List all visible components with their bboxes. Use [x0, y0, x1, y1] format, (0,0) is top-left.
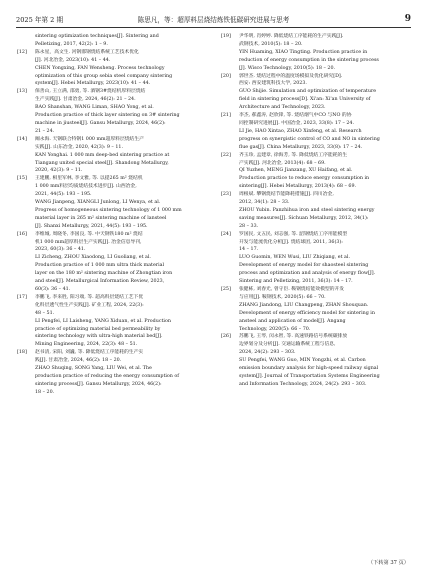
- reference-line: 28 – 33.: [239, 223, 259, 229]
- reference-text: [17, 136, 207, 176]
- reference-line: field in sintering process[D]. Xi'an: Xi'an University of: [239, 97, 371, 103]
- reference-entry: [221, 191, 411, 231]
- reference-line: 21 – 24.: [35, 128, 55, 134]
- reference-line: sintering process[J]. Gansu Metallurgy, 2024, 46(2):: [35, 381, 162, 387]
- reference-text: [17, 88, 207, 135]
- reference-line: Development of energy model for shaosteel sintering: [239, 263, 369, 269]
- reference-line: Technology, 2020(5): 66 – 70.: [239, 326, 311, 332]
- reference-line: 2012, 34(1): 28 – 33.: [239, 200, 290, 206]
- reference-line: 1 000 mm料层均质烧结技术进步[J]. 山西冶金,: [35, 184, 137, 190]
- reference-entry: [17, 49, 207, 89]
- reference-line: saving measures[J]. Sichuan Metallurgy, 2012, 34(1):: [239, 215, 369, 221]
- reference-line: 同控制研究进展[J]. 中国冶金, 2023, 33(8): 17 – 24.: [239, 120, 355, 126]
- reference-text: [221, 33, 411, 73]
- reference-line: 机1 000 mm超厚料层生产实践[J]. 冶金信息导刊,: [35, 239, 142, 245]
- reference-entry: [221, 231, 411, 286]
- reference-entry: [221, 73, 411, 113]
- reference-entry: [17, 136, 207, 176]
- reference-line: 2024, 24(2): 293 – 303.: [239, 350, 296, 356]
- reference-line: Production practice of thick layer sintering on 3# sintering: [35, 113, 180, 119]
- left-reference-column: [17, 33, 207, 397]
- reference-number: [22]: [221, 152, 231, 158]
- reference-line: 化料层透气性生产实践[J]. 矿业工程, 2024, 22(3):: [35, 302, 144, 308]
- reference-entry: [17, 88, 207, 135]
- reference-line: sintering[J]. Hebei Metallurgy, 2013(4): 68 – 69.: [239, 184, 357, 190]
- reference-text: [17, 175, 207, 230]
- reference-number: [13]: [17, 89, 27, 95]
- right-reference-column: [221, 33, 411, 389]
- reference-text: [17, 231, 207, 294]
- reference-line: Progress of homogeneous sintering technology of 1 000 mm: [35, 207, 182, 213]
- reference-line: emission boundary analysis for high-speed railway signal: [239, 366, 379, 372]
- reference-line: 武钢技术, 2010(5): 18 – 20.: [239, 41, 303, 47]
- reference-line: Production practice of 1 000 mm ultra thick material: [35, 263, 165, 269]
- reference-number: [24]: [221, 231, 231, 237]
- reference-entry: [17, 231, 207, 294]
- reference-entry: [221, 152, 411, 192]
- header-rule: [16, 27, 411, 28]
- reference-number: [17]: [17, 294, 27, 300]
- reference-line: production practice of reducing the energy consumption of: [35, 373, 180, 379]
- reference-line: YIN Huaming, XIAO Tingting. Production practice in: [239, 49, 368, 55]
- reference-line: 郭世杰. 烧结过程中的温度场模拟及优化研究[D].: [239, 73, 343, 79]
- reference-line: KAN Yonghai. 1 000 mm deep-bed sintering practice at: [35, 152, 170, 158]
- reference-line: 2021, 44(5): 193 – 195.: [35, 192, 92, 198]
- reference-number: [21]: [221, 113, 231, 119]
- reference-line: sintering technology with ultra-high material bed[J].: [35, 334, 163, 340]
- reference-line: 2020, 42(3): 9 – 11.: [35, 168, 83, 174]
- reference-line: 李维城, 周晓冬, 李国良, 等. 中天钢铁180 m² 烧结: [35, 231, 143, 237]
- reference-entry: [221, 33, 411, 73]
- reference-line: 苏鹏飞, 王琴, 闵永智, 等. 高速铁路信号系统碳排放: [239, 334, 348, 340]
- reference-line: 边界划分及分析[J]. 交通运输系统工程与信息,: [239, 342, 336, 348]
- reference-line: Pelletizing, 2017, 42(2): 1 – 9.: [35, 41, 108, 47]
- reference-number: [19]: [221, 34, 231, 39]
- reference-line: ZHANG Jiandong, LIU Changpeng, ZHAN Shouquan.: [239, 302, 369, 308]
- reference-line: GUO Shijie. Simulation and optimization of temperature: [239, 89, 377, 95]
- reference-line: SU Pengfei, WANG Guo, MIN Yongzhi, et al. Carbon: [239, 358, 366, 364]
- reference-line: BAO Shanshan, WANG Liman, SHAO Yong, et al.: [35, 105, 154, 111]
- reference-line: Architecture and Technology, 2023.: [239, 105, 326, 111]
- reference-line: Mining Engineering, 2024, 22(3): 48 – 51.: [35, 342, 138, 348]
- reference-line: process and optimization and analysis of energy flow[J].: [239, 271, 376, 277]
- reference-line: 尹华明, 肖婷婷. 降低烧结工序能耗的生产实践[J].: [239, 34, 344, 39]
- reference-text: [221, 286, 411, 333]
- reference-entry: [17, 349, 207, 396]
- reference-number: [15]: [17, 176, 27, 182]
- reference-number: [26]: [221, 334, 231, 340]
- reference-text: [17, 349, 207, 396]
- continuation-note: （下转第 37 页）: [367, 560, 409, 566]
- reference-number: [20]: [221, 73, 231, 79]
- reference-line: ansteel and application of model[J]. Angang: [239, 318, 346, 324]
- reference-line: material layer in 265 m² sintering machine of lansteel: [35, 215, 167, 221]
- reference-line: QI Yuzhen, MENG Jianzang, XU Haifang, et al.: [239, 168, 353, 174]
- reference-number: [25]: [221, 287, 231, 292]
- reference-line: practice of optimizing material bed permeability by: [35, 326, 161, 332]
- reference-line: flue gas[J]. China Metallurgy, 2023, 33(8): 17 – 24.: [239, 144, 363, 150]
- reference-line: ZHAO Shuqing, SONG Yang, LIU Wei, et al. The: [35, 366, 152, 372]
- reference-line: 与应用[J]. 鞍钢技术, 2020(5): 66 – 70.: [239, 294, 326, 300]
- reference-line: 48 – 51.: [35, 310, 55, 316]
- reference-number: [18]: [17, 350, 27, 356]
- page-number: 9: [404, 14, 411, 24]
- reference-line: LI Jie, HAO Xintao, ZHAO Xinfeng, et al. Research: [239, 128, 362, 134]
- reference-text: [221, 152, 411, 192]
- reference-line: 18 – 20.: [35, 389, 55, 395]
- reference-text: [221, 73, 411, 113]
- issue-label: 2025 年第 2 期: [16, 16, 64, 24]
- reference-entry: [17, 294, 207, 349]
- reference-line: 产实践[J]. 河北冶金, 2013(4): 68 – 69.: [239, 160, 326, 166]
- reference-text: [221, 333, 411, 388]
- reference-line: layer on the 180 m² sintering machine of Zhongtian iron: [35, 271, 173, 277]
- reference-text: [221, 191, 411, 231]
- reference-entry: [221, 286, 411, 333]
- reference-line: WANG Jianpeng, XIANGLI Junlong, LI Wenya, et al.: [35, 200, 161, 206]
- reference-text: [17, 49, 207, 89]
- reference-line: Production practice to reduce energy consumption in: [239, 176, 370, 182]
- reference-line: progress on synergistic control of CO and NO in sintering: [239, 136, 380, 142]
- reference-line: machine in jiusteel[J]. Gansu Metallurgy, 2024, 46(2):: [35, 120, 166, 126]
- reference-line: system[J]. Journal of Transportation Systems Engineering: [239, 373, 380, 379]
- reference-line: 践[J]. 甘肃冶金, 2024, 46(2): 18 – 20.: [35, 358, 122, 364]
- reference-entry: [221, 112, 411, 152]
- reference-line: 保善山, 王立满, 邵勇, 等. 酒钢3#烧结机厚料层烧结: [35, 89, 146, 95]
- reference-entry: [17, 33, 207, 49]
- reference-line: 西安: 西安建筑科技大学, 2023.: [239, 81, 307, 87]
- reference-number: [16]: [17, 231, 27, 237]
- reference-line: ZHOU Yubin. Panzhihua iron and steel sintering energy: [239, 207, 375, 213]
- reference-line: 实践[J]. 山东冶金, 2020, 42(3): 9 – 11.: [35, 144, 123, 150]
- reference-line: 60(3): 36 – 41.: [35, 287, 71, 292]
- running-title: 陈思凡，等：超厚料层烧结炼铁低碳研究进展与思考: [137, 16, 290, 24]
- reference-line: reduction of energy consumption in the sintering process: [239, 57, 379, 63]
- reference-line: and Information Technology, 2024, 24(2): 293 – 303.: [239, 381, 367, 387]
- reference-line: 张健栋, 刘春光, 曾守臣. 鞍钢烧结能效模型的开发: [239, 287, 345, 292]
- reference-line: LUO Guomin, WEN Wusi, LIU Zhiqiang, et al.: [239, 255, 350, 261]
- reference-line: and steel[J]. Metallurgical Information Review, 2023,: [35, 279, 165, 285]
- reference-line: 周根斌. 攀钢烧结节能降耗措施[J]. 四川冶金,: [239, 192, 334, 198]
- reference-line: 李杰, 郝鑫涛, 赵欣锋, 等. 烧结烟气中CO 与NO 的协: [239, 113, 352, 119]
- reference-number: [14]: [17, 136, 27, 142]
- running-header: [16, 14, 411, 26]
- reference-line: 生产实践[J]. 甘肃冶金, 2024, 46(2): 21 – 24.: [35, 97, 136, 103]
- reference-line: system[J]. Hebei Metallurgy, 2023(10): 41 – 44.: [35, 81, 151, 87]
- reference-line: Tiangang united special steel[J]. Shandong Metallurgy,: [35, 160, 169, 166]
- reference-line: 14 – 17.: [239, 247, 259, 253]
- reference-line: optimization of this group sebia steel company sintering: [35, 73, 173, 79]
- reference-text: [221, 112, 411, 152]
- reference-line: 齐玉珍, 孟建章, 徐海芳, 等. 降低烧结工序能耗的生: [239, 152, 348, 158]
- reference-line: Sintering and Pelletizing, 2011, 36(3): 14 – 17.: [239, 279, 353, 285]
- reference-number: [12]: [17, 49, 27, 55]
- reference-line: LI Pengfei, LI Laisheng, YANG Xiduan, et al. Production: [35, 318, 171, 324]
- reference-number: [23]: [221, 192, 231, 198]
- reference-line: sintering optimization techniques[J]. Sintering and: [35, 34, 159, 39]
- reference-line: 罗国民, 文五民, 刘志强, 等. 韶钢烧结工序用能模型: [239, 231, 348, 237]
- reference-line: CHEN Yongxing, FAN Wensheng. Process technology: [35, 65, 165, 71]
- reference-line: [J]. Shanxi Metallurgy, 2021, 44(5): 193 – 195.: [35, 223, 148, 229]
- reference-line: [J]. Wisco Technology, 2010(5): 18 – 20.: [239, 65, 336, 71]
- reference-line: 李鹏飞, 李来胜, 阳习端, 等. 超高料层烧结工艺下优: [35, 294, 144, 300]
- reference-line: 王建鹏, 相里军林, 李文雅, 等. 以提265 m² 烧结机: [35, 176, 143, 182]
- reference-text: [221, 231, 411, 286]
- reference-line: 阚永海. 天钢联合特钢1 000 mm超厚料层烧结生产: [35, 136, 144, 142]
- reference-line: 2023, 60(3): 36 – 41.: [35, 247, 86, 253]
- reference-line: 开发与能流优化分析[J]. 烧结球团, 2011, 36(3):: [239, 239, 343, 245]
- reference-line: [J]. 河北冶金, 2023(10): 41 – 44.: [35, 57, 111, 63]
- reference-entry: [221, 333, 411, 388]
- reference-text: [17, 33, 207, 49]
- reference-line: LI Zicheng, ZHOU Xiaodong, LI Guoliang, et al.: [35, 255, 151, 261]
- reference-entry: [17, 175, 207, 230]
- reference-line: 赵书清, 宋阳, 刘巍, 等. 降低烧结工序能耗的生产实: [35, 350, 144, 356]
- reference-line: Development of energy efficiency model for sintering in: [239, 310, 375, 316]
- reference-line: 陈永星，高文生. 河钢邯钢烧结系统工艺技术优化: [35, 49, 139, 55]
- reference-text: [17, 294, 207, 349]
